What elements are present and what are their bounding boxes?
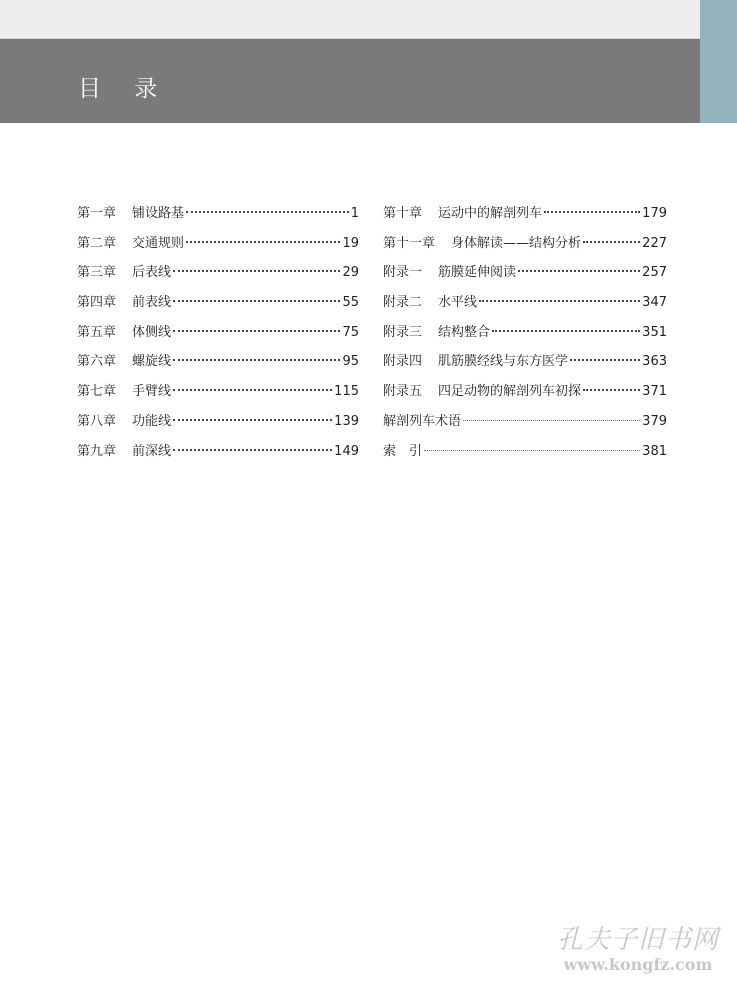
toc-leader [479, 300, 640, 302]
toc-leader [186, 211, 349, 213]
toc-page: 371 [642, 384, 667, 400]
toc-title: 解剖列车术语 [383, 413, 462, 429]
toc-entry[interactable] [383, 288, 667, 318]
toc-page: 179 [642, 206, 667, 221]
toc-entry[interactable] [77, 377, 359, 407]
toc-title: 筋膜延伸阅读 [438, 265, 517, 281]
toc-title: 功能线 [132, 413, 172, 429]
toc-chapter: 第五章 [77, 324, 117, 340]
toc-leader [173, 449, 332, 451]
toc-column-left [77, 199, 359, 466]
toc-entry[interactable] [77, 229, 359, 259]
toc-page: 149 [334, 443, 359, 459]
toc-leader [583, 389, 640, 391]
toc-page: 227 [642, 235, 667, 251]
toc-entry[interactable] [383, 377, 667, 407]
toc-chapter: 第八章 [77, 413, 117, 429]
toc-page: 347 [642, 295, 667, 311]
toc-entry[interactable] [383, 258, 667, 288]
toc-title: 手臂线 [132, 384, 172, 400]
toc-page: 379 [642, 413, 667, 429]
toc-leader [463, 420, 640, 421]
toc-chapter: 第十一章 [383, 235, 436, 251]
toc-title: 体侧线 [132, 324, 172, 340]
toc-leader [583, 241, 640, 243]
toc-entry[interactable] [383, 199, 667, 229]
toc-leader [492, 330, 640, 332]
toc-leader [173, 419, 332, 421]
toc-entry[interactable] [383, 437, 667, 467]
toc-chapter: 第十章 [383, 206, 423, 221]
toc-entry[interactable] [77, 347, 359, 377]
toc-page: 75 [342, 324, 359, 340]
toc-title: 螺旋线 [132, 354, 172, 370]
toc-chapter: 附录三 [383, 324, 423, 340]
toc-title: 运动中的解剖列车 [438, 206, 543, 221]
toc-leader [570, 359, 640, 361]
toc-entry[interactable] [383, 407, 667, 437]
toc-title: 水平线 [438, 295, 478, 311]
toc-page: 115 [334, 384, 359, 400]
toc-chapter: 附录二 [383, 295, 423, 311]
toc-leader [173, 270, 340, 272]
toc-title: 索 引 [383, 443, 423, 459]
toc-leader [518, 270, 640, 272]
toc-leader [173, 359, 340, 361]
toc-chapter: 第九章 [77, 443, 117, 459]
toc-page: 55 [342, 295, 359, 311]
toc-title: 铺设路基 [132, 206, 185, 221]
toc-title: 结构整合 [438, 324, 491, 340]
toc-title: 四足动物的解剖列车初探 [438, 384, 582, 400]
toc-entry[interactable] [383, 347, 667, 377]
toc-chapter: 第二章 [77, 235, 117, 251]
toc-chapter: 第七章 [77, 384, 117, 400]
side-tab [700, 0, 737, 123]
toc-entry[interactable] [77, 437, 359, 467]
toc-chapter: 第一章 [77, 206, 117, 221]
toc-leader [544, 211, 640, 213]
toc-leader [173, 330, 340, 332]
toc-leader [186, 241, 340, 243]
toc-entry[interactable] [383, 318, 667, 348]
toc-title: 身体解读——结构分析 [451, 235, 582, 251]
page-title: 目 录 [78, 76, 171, 102]
toc-page: 381 [642, 443, 667, 459]
watermark-url: www.kongfz.com [563, 955, 713, 974]
toc-chapter: 第四章 [77, 295, 117, 311]
toc-page: 363 [642, 354, 667, 370]
top-strip [0, 0, 700, 39]
toc-title: 交通规则 [132, 235, 185, 251]
toc-page: 95 [342, 354, 359, 370]
toc-page: 351 [642, 324, 667, 340]
toc-entry[interactable] [77, 258, 359, 288]
toc-title: 后表线 [132, 265, 172, 281]
toc-entry[interactable] [383, 229, 667, 259]
toc-title: 前表线 [132, 295, 172, 311]
toc-chapter: 第六章 [77, 354, 117, 370]
toc-leader [424, 450, 640, 451]
toc-entry[interactable] [77, 288, 359, 318]
toc-entry[interactable] [77, 318, 359, 348]
toc-leader [173, 300, 340, 302]
toc-chapter: 附录一 [383, 265, 423, 281]
toc-title: 前深线 [132, 443, 172, 459]
toc-title: 肌筋膜经线与东方医学 [438, 354, 569, 370]
toc-entry[interactable] [77, 407, 359, 437]
toc-page: 257 [642, 265, 667, 281]
toc-chapter: 附录四 [383, 354, 423, 370]
toc-chapter: 第三章 [77, 265, 117, 281]
toc-column-right [383, 199, 667, 466]
toc-page: 1 [350, 206, 359, 221]
toc-chapter: 附录五 [383, 384, 423, 400]
watermark [548, 925, 728, 975]
toc-entry[interactable] [77, 199, 359, 229]
toc-page: 139 [334, 413, 359, 429]
toc-leader [173, 389, 332, 391]
toc-page: 19 [342, 235, 359, 251]
watermark-text: 孔夫子旧书网 [556, 925, 719, 955]
toc-page: 29 [342, 265, 359, 281]
